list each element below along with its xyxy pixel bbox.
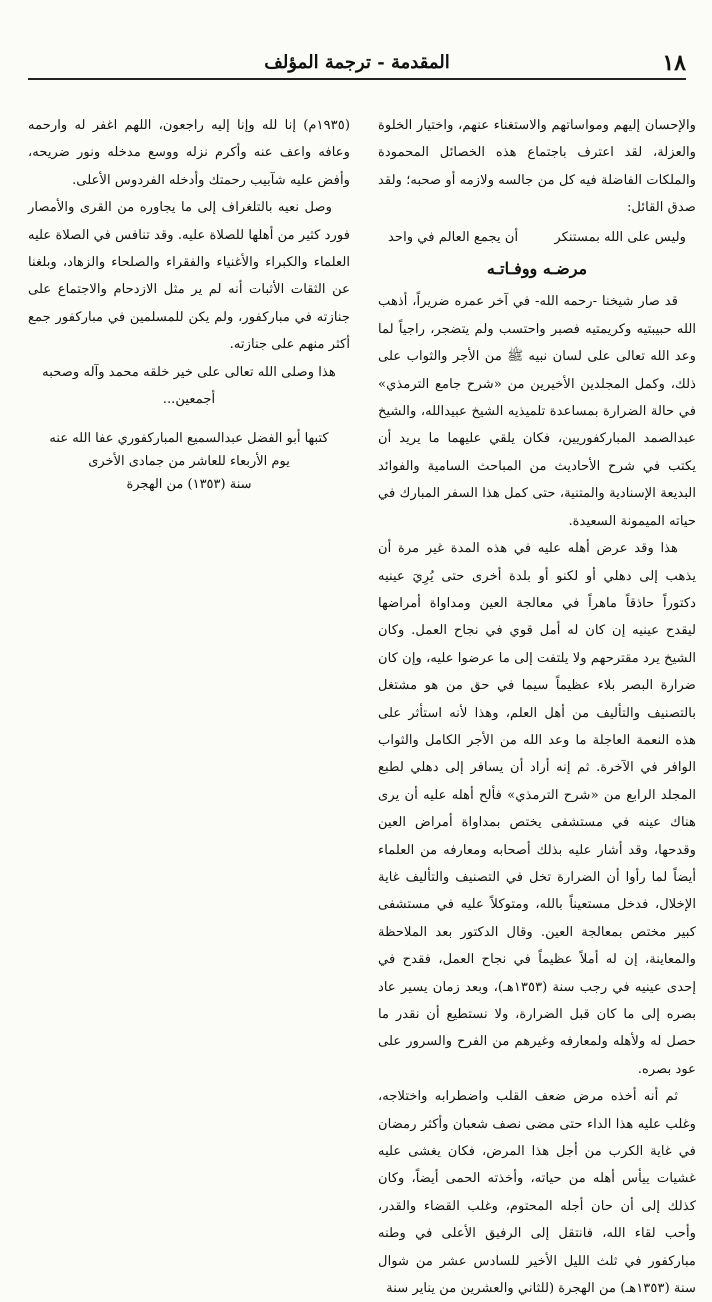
- page-header: [28, 48, 686, 80]
- signature-line: سنة (١٣٥٣) من الهجرة: [126, 477, 252, 493]
- body-paragraph: قد صار شيخنا -رحمه الله- في آخر عمره ضريراً، أذهب الله حبيبتيه وكريمتيه فصبر واحتسب ولم يتضجر، راجياً لما وعد الله تعالى على لسان نبيه ﷺ من الأجر والثواب على ذلك، وكمل المجلدين الأخيرين من «شرح جامع الترمذي» في حالة الضرارة بمساعدة تلميذيه الشيخ عبيدالله، والشيخ عبدالصمد المباركفوريين، فكان يلقي عليهما ما يريد أن يكتب في شرح الأحاديث من المباحث السامية والفوائد البديعة الإسنادية والمتنية، حتى كمل هذا السفر المبارك في حياته الميمونة السعيدة.: [378, 294, 696, 529]
- running-title: المقدمة - ترجمة المؤلف: [264, 52, 450, 73]
- verse-second-hemistich: أن يجمع العالم في واحد: [388, 229, 519, 245]
- right-column: [378, 112, 696, 1302]
- signature-block: [28, 427, 350, 496]
- left-column: [28, 112, 350, 496]
- signature-line: كتبها أبو الفضل عبدالسميع المباركفوري عفا الله عنه: [49, 431, 329, 447]
- page-number: ١٨: [662, 50, 686, 76]
- closing-prayer: هذا وصلى الله تعالى على خير خلقه محمد وآله وصحبه أجمعين...: [42, 364, 336, 408]
- verse-first-hemistich: وليس على الله بمستنكر: [554, 229, 686, 245]
- signature-line: يوم الأربعاء للعاشر من جمادى الأخرى: [88, 454, 290, 470]
- section-heading: مرضـه ووفـاتـه: [486, 259, 588, 279]
- body-paragraph: هذا وقد عرض أهله عليه في هذه المدة غير مرة أن يذهب إلى دهلي أو لكنو أو بلدة أخرى حتى يُرِيَ عينيه دكتوراً حاذقاً ماهراً في معالجة العين ومداواة أمراضها ليقدح عينيه إن كان له أمل قوي في نجاح العمل. وكان الشيخ يرد مقترحهم ولا يلتفت إلى ما عرضوا عليه، وإن كان ضرارة البصر بلاء عظيماً سيما في حق من هو مشتغل بالتصنيف والتأليف من أهل العلم، وهذا لأنه استأثر على هذه النعمة العاجلة ما وعد الله من الأجر الكامل والثواب الوافر في الآخرة. ثم إنه أراد أن يسافر إلى دهلي لطبع المجلد الرابع من «شرح الترمذي» فألح أهله عليه أن يرى هناك عينه في مستشفى يختص بمداواة أمراض العين وقدحها، وقد أشار عليه بذلك أصحابه ومعارفه من العلماء أيضاً لما رأوا أن الضرارة تخل في التصنيف والتأليف غاية الإخلال، فدخل مستعيناً بالله، ومتوكلاً عليه في مستشفى كبير مختص بمعالجة العين. وقال الدكتور بعد الملاحظة والمعاينة، إن له أملاً عظيماً في نجاح العمل، فقدح في إحدى عينيه في رجب سنة (١٣٥٣هـ)، وبعد زمان يسير عاد بصره إلى ما كان قبل الضرارة، ولا نستطيع أن نقدر ما حصل له ولأهله ولمعارفه وغيرهم من الفرح والسرور على عود بصره.: [377, 541, 696, 1077]
- poetry-verse: [378, 224, 696, 251]
- opening-paragraph: والإحسان إليهم ومواساتهم والاستغناء عنهم، واختيار الخلوة والعزلة، لقد اعترف باجتماع هذه الخصائل المحمودة والملكات الفاضلة فيه كل من جالسه ولازمه أو صحبه؛ ولقد صدق القائل:: [378, 118, 696, 216]
- body-paragraph: (١٩٣٥م) إنا لله وإنا إليه راجعون، اللهم اغفر له وارحمه وعافه واعف عنه وأكرم نزله ووسع مدخله ونور ضريحه، وأفض عليه شآبيب رحمتك وأدخله الفردوس الأعلى.: [28, 118, 350, 188]
- body-paragraph: ثم أنه أخذه مرض ضعف القلب واضطرابه واختلاجه، وغلب عليه هذا الداء حتى مضى نصف شعبان وأكثر رمضان في غاية الكرب من أجل هذا المرض، فكان يغشى عليه غشيات ييأس أهله من حياته، وأخذته الحمى أيضاً، وكان كذلك إلى أن حان أجله المحتوم، وغلب القضاء والقدر، وأحب لقاء الله، فانتقل إلى الرفيق الأعلى في وطنه مباركفور في ثلث الليل الأخير للسادس عشر من شوال سنة (١٣٥٣هـ) من الهجرة (للثاني والعشرين من يناير سنة: [378, 1089, 696, 1297]
- body-paragraph: وصل نعيه بالتلغراف إلى ما يجاوره من القرى والأمصار فورد كثير من أهلها للصلاة عليه. وقد تنافس في الصلاة عليه العلماء والكبراء والأغنياء والفقراء والصلحاء والزهاد، وبلغنا عن الثقات الأثبات أنه لم ير مثل الازدحام والاجتماع على جنازته في مباركفور، ولم يكن للمسلمين في مباركفور جمع أكثر منهم على جنازته.: [28, 200, 350, 353]
